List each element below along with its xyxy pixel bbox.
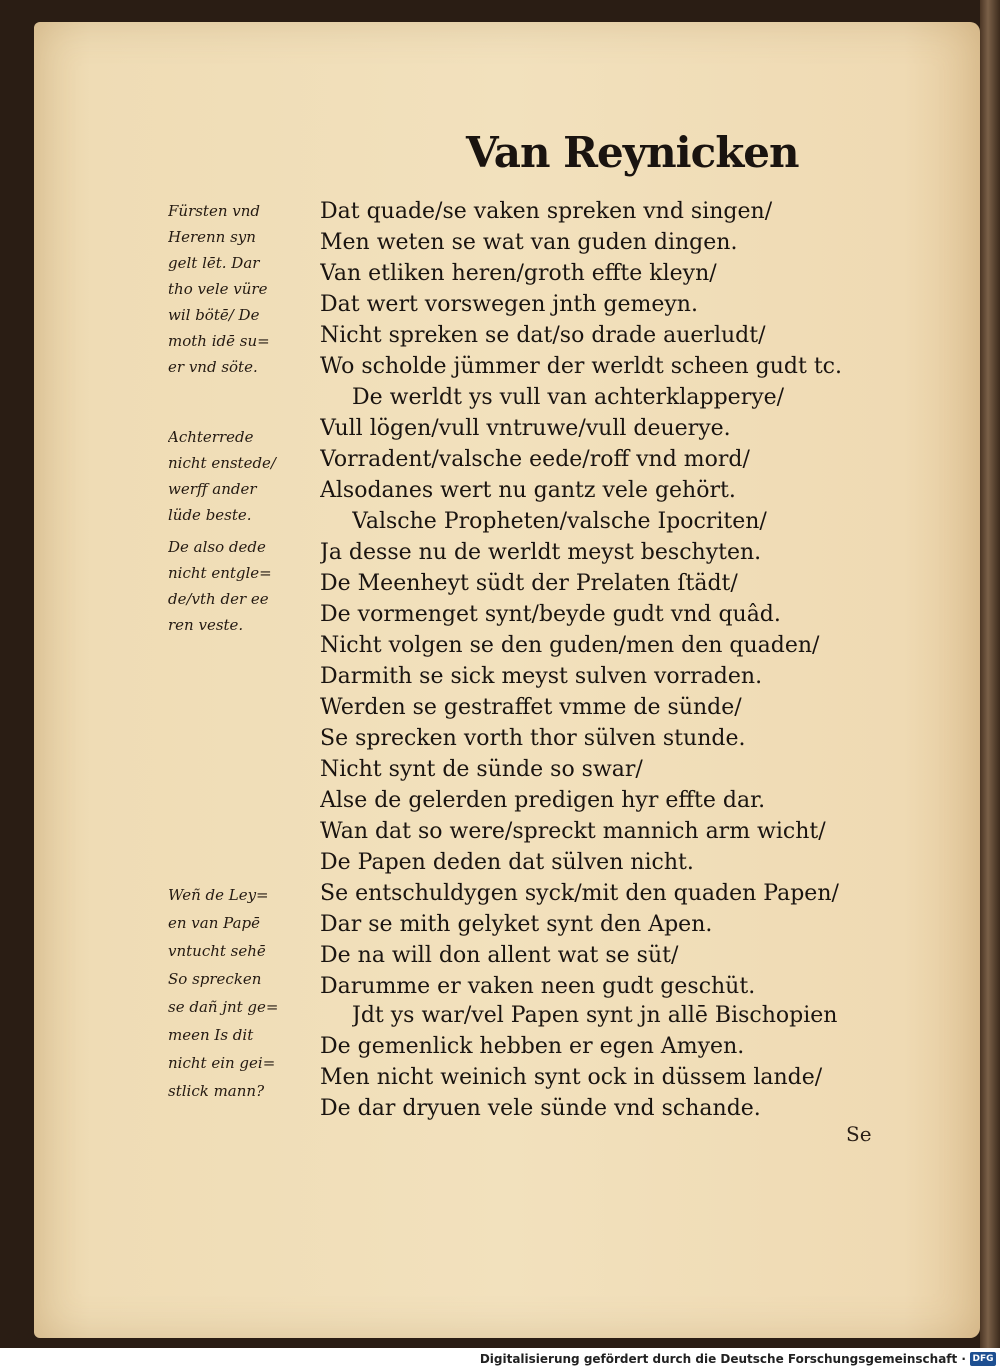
verse-line: Dat quade/se vaken spreken vnd singen/ xyxy=(320,199,773,224)
verse-line: De dar dryuen vele sünde vnd schande. xyxy=(320,1096,761,1121)
verse-line: Nicht synt de sünde so swar/ xyxy=(320,757,643,782)
verse-line: De werldt ys vull van achterklapperye/ xyxy=(352,385,785,410)
footer-bar xyxy=(0,1348,1000,1371)
verse-line: Men nicht weinich synt ock in düssem lande/ xyxy=(320,1065,823,1090)
verse-line: Vull lögen/vull vntruwe/vull deuerye. xyxy=(320,416,731,441)
verse-line: Men weten se wat van guden dingen. xyxy=(320,230,738,255)
verse-line: Se entschuldygen syck/mit den quaden Papen/ xyxy=(320,881,839,906)
verse-line: Werden se gestraffet vmme de sünde/ xyxy=(320,695,742,720)
running-title: Van Reynicken xyxy=(466,128,799,177)
margin-note-line: gelt lēt. Dar xyxy=(168,254,260,272)
margin-note-line: se dañ jnt ge= xyxy=(168,998,279,1016)
verse-line: Valsche Propheten/valsche Ipocriten/ xyxy=(352,509,767,534)
margin-note-line: vntucht sehē xyxy=(168,942,266,960)
verse-line: Nicht spreken se dat/so drade auerludt/ xyxy=(320,323,766,348)
margin-note-line: Achterrede xyxy=(168,428,254,446)
margin-note-line: De also dede xyxy=(168,538,266,556)
verse-line: De gemenlick hebben er egen Amyen. xyxy=(320,1034,745,1059)
verse-line: Darmith se sick meyst sulven vorraden. xyxy=(320,664,763,689)
verse-line: De vormenget synt/beyde gudt vnd quâd. xyxy=(320,602,781,627)
verse-line: Ja desse nu de werldt meyst beschyten. xyxy=(320,540,762,565)
margin-note-line: moth idē su= xyxy=(168,332,270,350)
verse-line: Alsodanes wert nu gantz vele gehört. xyxy=(320,478,736,503)
verse-line: Dar se mith gelyket synt den Apen. xyxy=(320,912,713,937)
verse-line: Jdt ys war/vel Papen synt jn allē Bischopien xyxy=(352,1003,838,1028)
margin-note-line: ren veste. xyxy=(168,616,244,634)
verse-line: De Papen deden dat sülven nicht. xyxy=(320,850,694,875)
verse-line: Nicht volgen se den guden/men den quaden/ xyxy=(320,633,820,658)
margin-note-line: Fürsten vnd xyxy=(168,202,261,220)
catchword: Se xyxy=(846,1122,872,1146)
margin-note-line: stlick mann? xyxy=(168,1082,265,1100)
margin-note-line: meen Is dit xyxy=(168,1026,254,1044)
margin-note-line: werff ander xyxy=(168,480,257,498)
margin-note-line: de/vth der ee xyxy=(168,590,269,608)
verse-line: Wo scholde jümmer der werldt scheen gudt tc. xyxy=(320,354,842,379)
margin-note-line: wil bötē/ De xyxy=(168,306,260,324)
margin-note-line: tho vele vüre xyxy=(168,280,268,298)
verse-line: Wan dat so were/spreckt mannich arm wicht/ xyxy=(320,819,826,844)
verse-line: De na will don allent wat se süt/ xyxy=(320,943,679,968)
funding-credit: Digitalisierung gefördert durch die Deutsche Forschungsgemeinschaft · xyxy=(479,1352,966,1366)
margin-note-line: nicht entgle= xyxy=(168,564,272,582)
margin-note-line: Weñ de Ley= xyxy=(168,886,269,904)
verse-line: Se sprecken vorth thor sülven stunde. xyxy=(320,726,746,751)
verse-line: Darumme er vaken neen gudt geschüt. xyxy=(320,974,756,999)
margin-note-line: nicht enstede/ xyxy=(168,454,276,472)
margin-note-line: Herenn syn xyxy=(168,228,256,246)
book-spine xyxy=(980,0,1000,1348)
margin-note-line: nicht ein gei= xyxy=(168,1054,276,1072)
verse-line: De Meenheyt südt der Prelaten ſtädt/ xyxy=(320,571,738,596)
verse-line: Van etliken heren/groth effte kleyn/ xyxy=(320,261,717,286)
verse-line: Vorradent/valsche eede/roff vnd mord/ xyxy=(320,447,750,472)
margin-note-line: en van Papē xyxy=(168,914,260,932)
dfg-logo: DFG xyxy=(970,1352,996,1366)
verse-line: Dat wert vorswegen jnth gemeyn. xyxy=(320,292,698,317)
margin-note-line: lüde beste. xyxy=(168,506,252,524)
margin-note-line: er vnd söte. xyxy=(168,358,258,376)
margin-note-line: So sprecken xyxy=(168,970,262,988)
verse-line: Alse de gelerden predigen hyr effte dar. xyxy=(320,788,766,813)
